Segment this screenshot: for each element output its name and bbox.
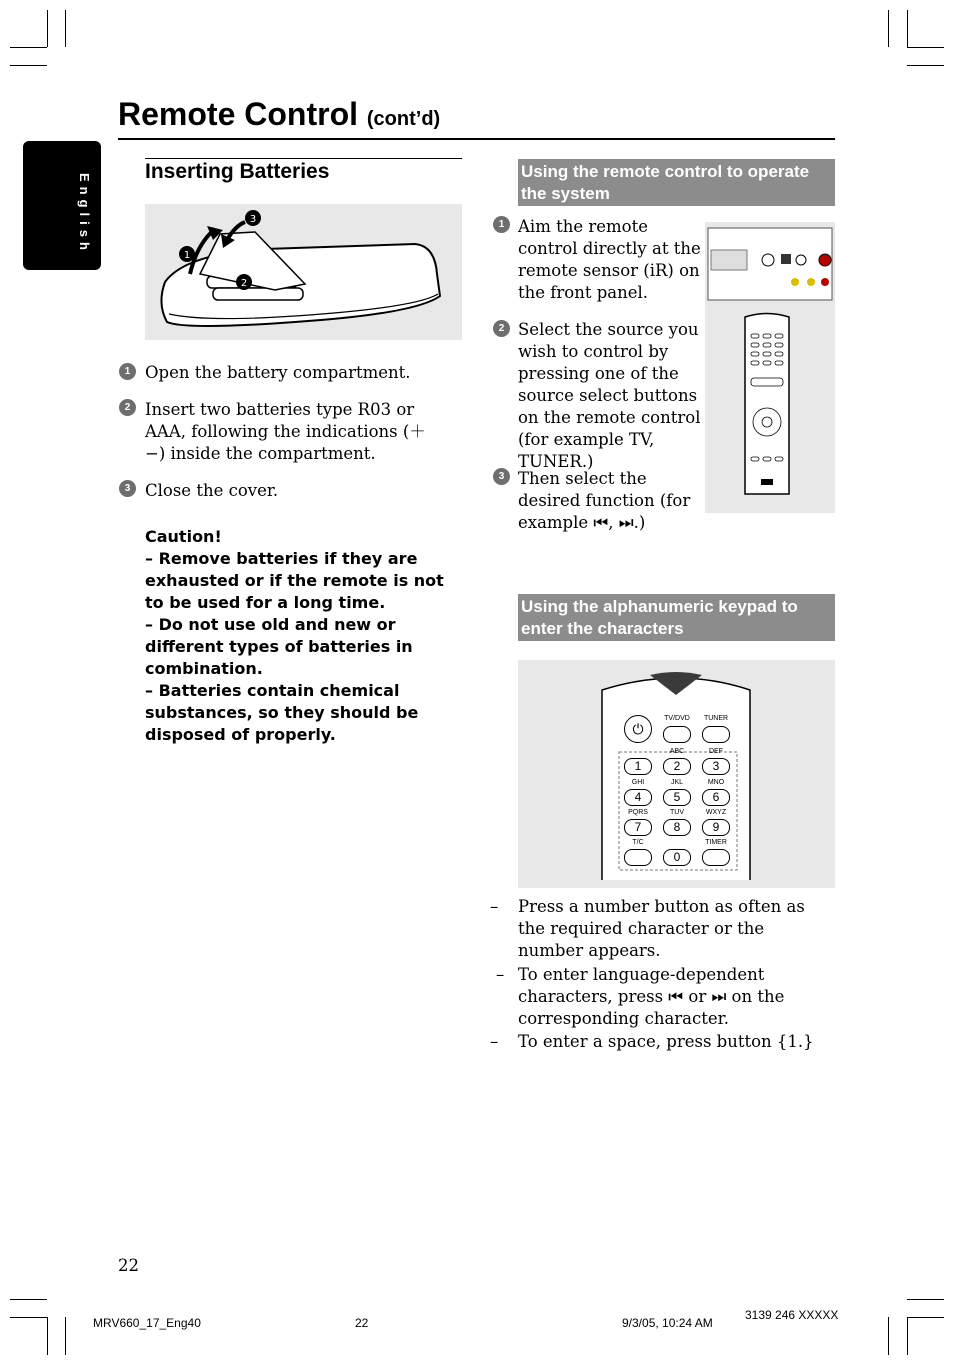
caution-item: – Do not use old and new or different types of batteries in combination. bbox=[145, 615, 413, 678]
tuner-label: TUNER bbox=[703, 715, 729, 722]
page-title-main: Remote Control bbox=[118, 96, 358, 132]
crop-mark bbox=[10, 1317, 47, 1318]
key-9[interactable]: 9 bbox=[702, 819, 730, 836]
crop-mark bbox=[907, 47, 944, 48]
key-label: TIMER bbox=[705, 839, 727, 846]
step-number: 2 bbox=[119, 399, 136, 416]
remote-step-1: Aim the remote control directly at the remote sensor (iR) on the front panel. bbox=[518, 217, 701, 302]
svg-text:1: 1 bbox=[183, 250, 191, 261]
step-number: 3 bbox=[493, 468, 510, 485]
key-5[interactable]: 5 bbox=[663, 789, 691, 806]
crop-mark bbox=[10, 47, 47, 48]
footer-code: 3139 246 XXXXX bbox=[745, 1308, 839, 1322]
power-icon[interactable]: ⏻ bbox=[624, 715, 652, 743]
page-title bbox=[118, 96, 440, 133]
footer-date: 9/3/05, 10:24 AM bbox=[622, 1316, 713, 1330]
remote-usage-heading: Using the remote control to operate the system bbox=[518, 159, 835, 206]
key-6[interactable]: 6 bbox=[702, 789, 730, 806]
section-rule bbox=[145, 158, 462, 159]
crop-mark bbox=[907, 1317, 908, 1355]
crop-mark bbox=[47, 10, 48, 47]
caution-item: – Batteries contain chemical substances, so they should be disposed of properly. bbox=[145, 681, 419, 744]
key-label: TUV bbox=[670, 809, 684, 816]
language-tab-label: English bbox=[77, 173, 92, 255]
key-label: PQRS bbox=[628, 809, 648, 816]
note-dash: – bbox=[490, 1032, 499, 1051]
key-8[interactable]: 8 bbox=[663, 819, 691, 836]
key-0[interactable]: 0 bbox=[663, 849, 691, 866]
remote-step-3: Then select the desired function (for example ⏮, ⏭.) bbox=[518, 469, 691, 532]
key-7[interactable]: 7 bbox=[624, 819, 652, 836]
remote-battery-drawing bbox=[145, 204, 462, 340]
language-tab bbox=[23, 141, 101, 270]
crop-mark bbox=[10, 65, 47, 66]
key-label: MNO bbox=[707, 779, 725, 786]
battery-step-3: Close the cover. bbox=[145, 481, 279, 500]
tuner-button[interactable] bbox=[702, 726, 730, 743]
crop-mark bbox=[907, 1317, 944, 1318]
battery-step-1: Open the battery compartment. bbox=[145, 363, 411, 382]
crop-mark bbox=[10, 1299, 47, 1300]
note-dash: – bbox=[490, 897, 499, 916]
key-3[interactable]: 3 bbox=[702, 758, 730, 775]
key-label: ABC bbox=[669, 748, 685, 755]
keypad-heading: Using the alphanumeric keypad to enter the characters bbox=[518, 594, 835, 641]
footer-file: MRV660_17_Eng40 bbox=[93, 1316, 201, 1330]
key-2[interactable]: 2 bbox=[663, 758, 691, 775]
keypad-note-1: Press a number button as often as the required character or the number appears. bbox=[518, 897, 805, 960]
key-label: DEF bbox=[709, 748, 723, 755]
svg-text:2: 2 bbox=[240, 278, 248, 289]
caution-title: Caution! bbox=[145, 527, 222, 546]
key-1[interactable]: 1 bbox=[624, 758, 652, 775]
crop-mark bbox=[47, 1317, 48, 1355]
system-and-remote-illustration bbox=[705, 222, 835, 513]
crop-mark bbox=[888, 10, 889, 47]
system-drawing bbox=[705, 222, 835, 513]
tv-dvd-button[interactable] bbox=[663, 726, 691, 743]
step-number: 1 bbox=[119, 363, 136, 380]
crop-mark bbox=[65, 10, 66, 47]
batteries-heading: Inserting Batteries bbox=[145, 160, 330, 183]
keypad-note-2: To enter language-dependent characters, press ⏮ or ⏭ on the corresponding character. bbox=[518, 965, 785, 1028]
tv-dvd-label: TV/DVD bbox=[664, 715, 690, 722]
keypad-illustration bbox=[518, 660, 835, 888]
remote-step-2: Select the source you wish to control by pressing one of the source select buttons on the remote control (for example TV, TUNER.) bbox=[518, 320, 701, 471]
title-rule bbox=[118, 138, 835, 140]
page-number: 22 bbox=[118, 1256, 139, 1275]
note-dash: – bbox=[496, 965, 505, 984]
caution-block bbox=[145, 526, 460, 746]
crop-mark bbox=[907, 1299, 944, 1300]
key-4[interactable]: 4 bbox=[624, 789, 652, 806]
key-label: T/C bbox=[632, 839, 644, 846]
keypad-note-3: To enter a space, press button {1.} bbox=[518, 1032, 814, 1051]
crop-mark bbox=[907, 10, 908, 47]
footer-page: 22 bbox=[355, 1316, 369, 1330]
tc-button[interactable] bbox=[624, 849, 652, 866]
caution-item: – Remove batteries if they are exhausted or if the remote is not to be used for a long time. bbox=[145, 549, 444, 612]
key-label: WXYZ bbox=[705, 809, 727, 816]
key-label: GHI bbox=[631, 779, 645, 786]
step-number: 2 bbox=[493, 320, 510, 337]
step-number: 1 bbox=[493, 216, 510, 233]
key-label: JKL bbox=[670, 779, 684, 786]
crop-mark bbox=[65, 1317, 66, 1355]
page-title-sub: (cont’d) bbox=[366, 108, 441, 130]
timer-button[interactable] bbox=[702, 849, 730, 866]
battery-step-2: Insert two batteries type R03 or AAA, following the indications (＋ −) inside the compartment. bbox=[145, 400, 426, 463]
step-number: 3 bbox=[119, 480, 136, 497]
svg-text:3: 3 bbox=[249, 214, 257, 225]
crop-mark bbox=[888, 1317, 889, 1355]
battery-illustration bbox=[145, 204, 462, 340]
crop-mark bbox=[907, 65, 944, 66]
